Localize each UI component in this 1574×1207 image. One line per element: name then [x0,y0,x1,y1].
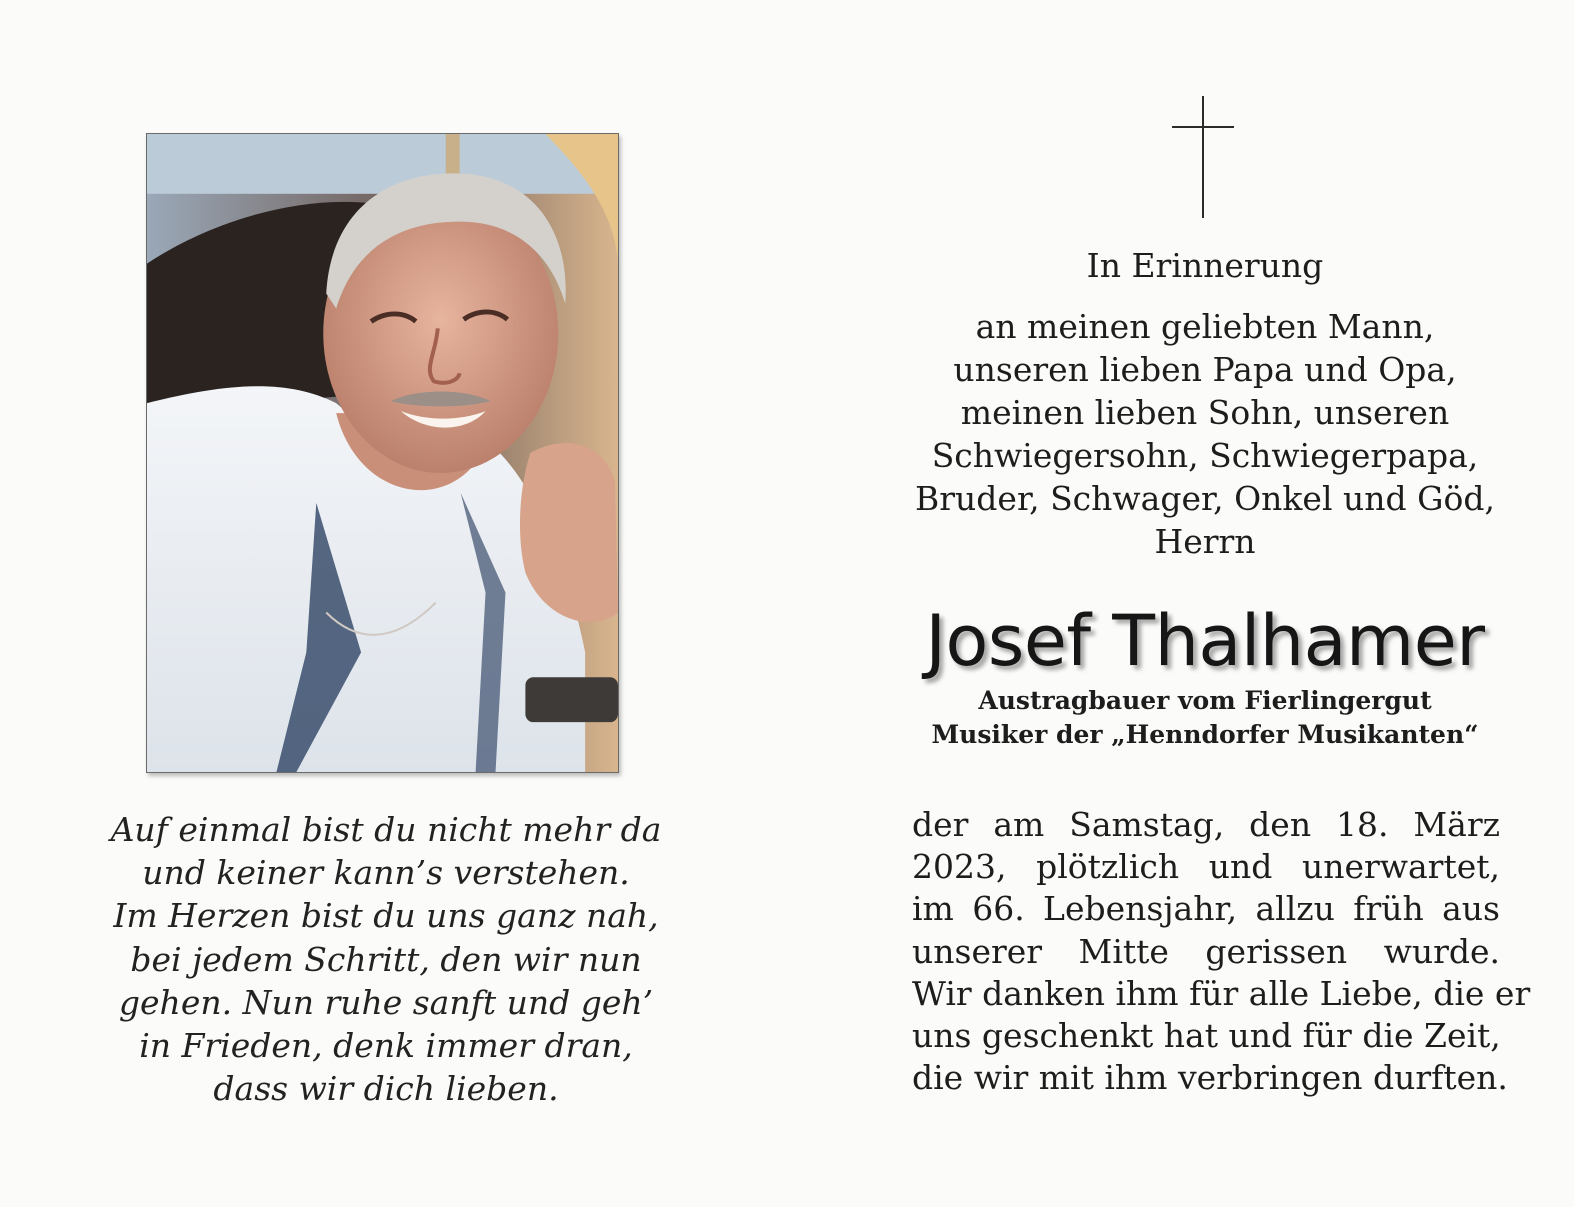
portrait-illustration [147,134,618,772]
dedication-line: Schwiegersohn, Schwiegerpapa, [931,436,1479,475]
dedication-line: Bruder, Schwager, Onkel und Göd, [915,479,1495,518]
cross-icon [1172,96,1234,218]
dedication-line: Herrn [1154,522,1256,561]
role-farmer: Austragbauer vom Fierlingergut [978,686,1432,715]
poem-line: dass wir dich lieben. [213,1069,559,1109]
obituary-line: die wir mit ihm verbringen durften. [912,1058,1508,1098]
portrait-photo [146,133,619,773]
poem-line: und keiner kann’s verstehen. [142,853,630,893]
poem-line: Im Herzen bist du uns ganz nah, [113,896,659,936]
memorial-poem [96,808,676,1110]
dedication-line: unseren lieben Papa und Opa, [953,350,1457,389]
obituary-line: der am Samstag, den 18. März [912,805,1500,844]
poem-line: in Frieden, denk immer dran, [139,1026,633,1066]
dedication-line: an meinen geliebten Mann, [975,307,1435,346]
poem-line: Auf einmal bist du nicht mehr da [110,810,662,849]
obituary-line: 2023, plötzlich und unerwartet, [912,847,1500,887]
deceased-name: Josef Thalhamer [925,600,1485,682]
dedication-line: meinen lieben Sohn, unseren [960,393,1450,432]
obituary-line: Wir danken ihm für alle Liebe, die er [912,973,1531,1013]
poem-line: gehen. Nun ruhe sanft und geh’ [118,982,654,1022]
obituary-line: im 66. Lebensjahr, allzu früh aus [912,889,1500,929]
obituary-line: uns geschenkt hat und für die Zeit, [912,1016,1501,1056]
dedication [900,305,1510,563]
poem-line: bei jedem Schritt, den wir nun [130,939,642,979]
obituary-text [912,804,1531,1099]
obituary-line: unserer Mitte gerissen wurde. [912,931,1500,971]
role-musician: Musiker der „Henndorfer Musikanten“ [931,720,1479,749]
memory-heading: In Erinnerung [1086,246,1324,285]
